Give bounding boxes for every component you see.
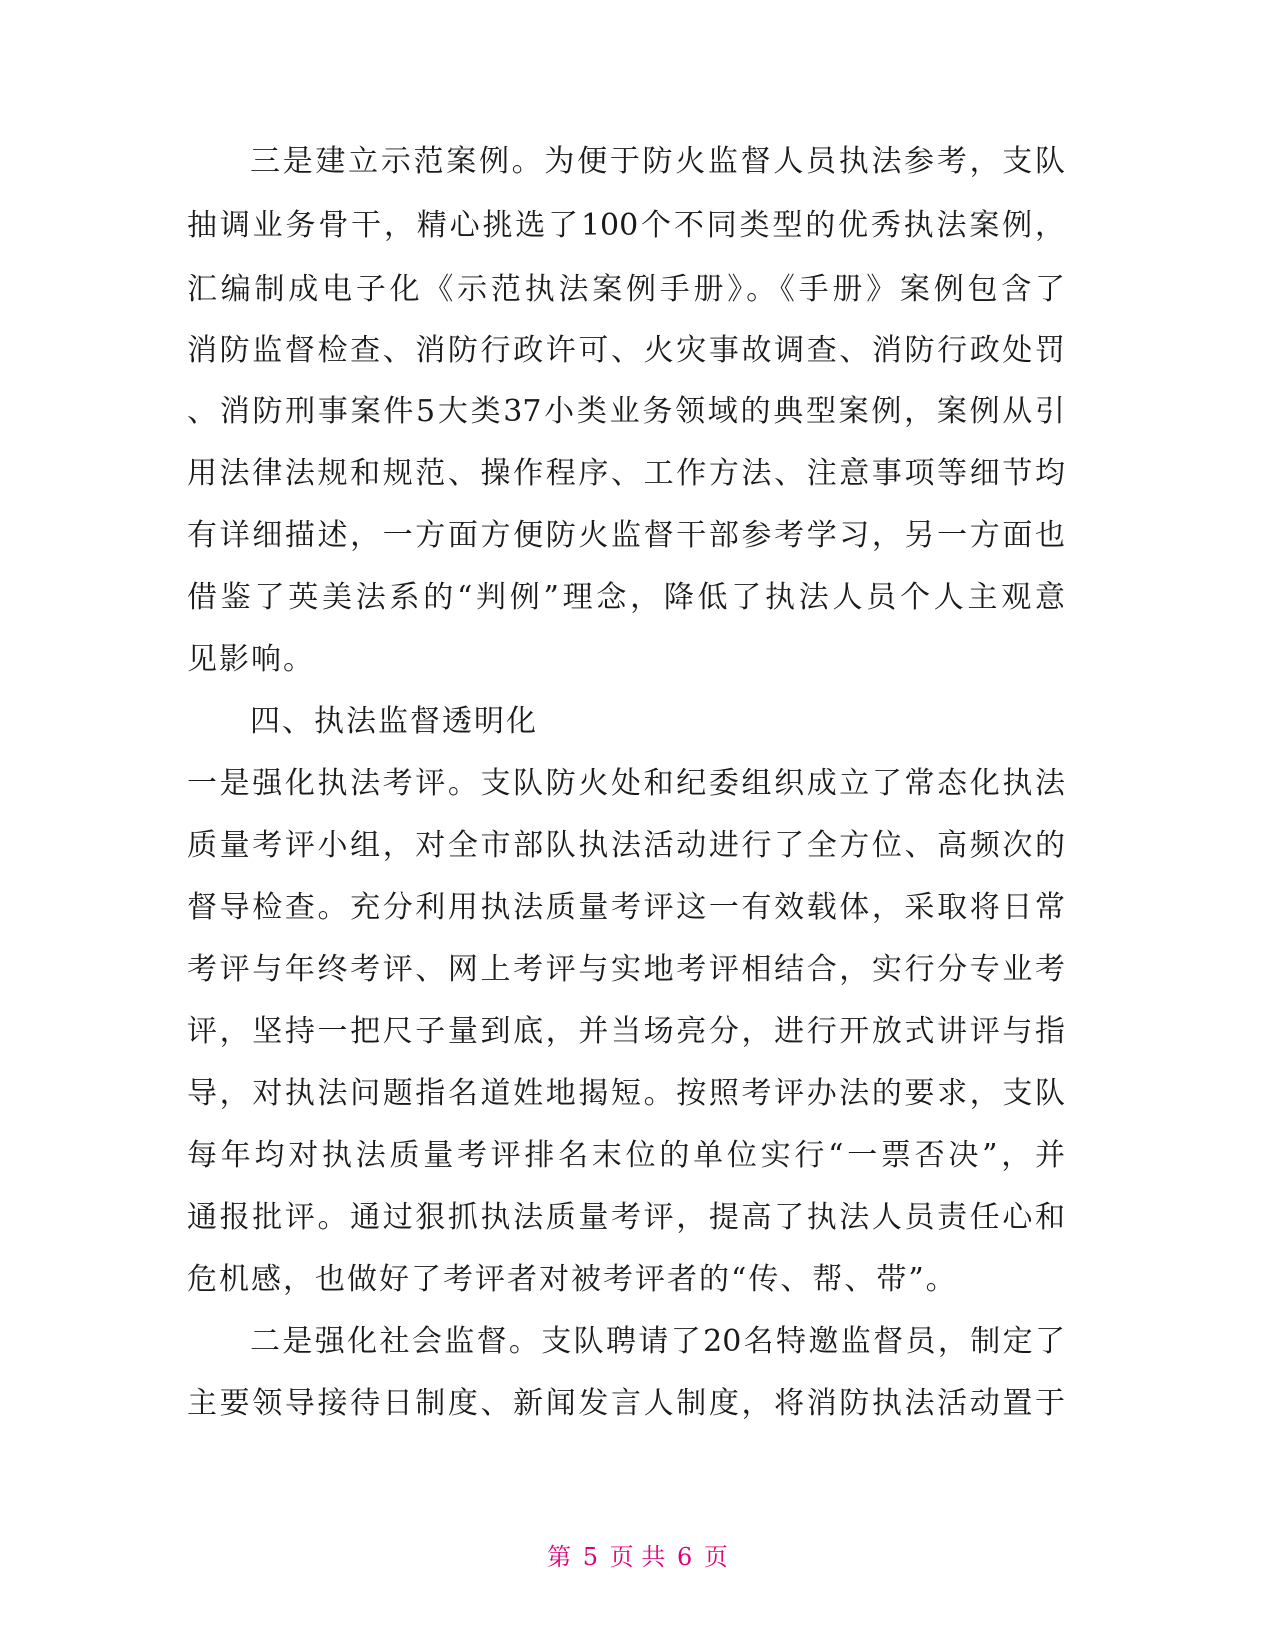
page-mid: 页 共 — [609, 1543, 666, 1571]
body-line: 消防监督检查、消防行政许可、火灾事故调查、消防行政处罚 — [187, 333, 1065, 368]
body-line: 抽调业务骨干，精心挑选了100个不同类型的优秀执法案例， — [187, 208, 1065, 243]
body-line: 有详细描述，一方面方便防火监督干部参考学习，另一方面也 — [187, 518, 1065, 553]
body-line: 二是强化社会监督。支队聘请了20名特邀监督员，制定了 — [250, 1324, 1065, 1359]
body-line: 评，坚持一把尺子量到底，并当场亮分，进行开放式讲评与指 — [187, 1014, 1065, 1049]
section-heading: 四、执法监督透明化 — [250, 704, 538, 739]
body-line: 每年均对执法质量考评排名末位的单位实行“一票否决”，并 — [187, 1138, 1065, 1173]
body-line: 三是建立示范案例。为便于防火监督人员执法参考，支队 — [250, 144, 1065, 179]
current-page-number: 5 — [582, 1543, 599, 1571]
page-suffix: 页 — [703, 1543, 728, 1571]
body-line: 见影响。 — [187, 642, 315, 677]
body-line: 导，对执法问题指名道姓地揭短。按照考评办法的要求，支队 — [187, 1076, 1065, 1111]
body-line: 考评与年终考评、网上考评与实地考评相结合，实行分专业考 — [187, 952, 1065, 987]
total-pages-number: 6 — [676, 1543, 693, 1571]
body-line: 汇编制成电子化《示范执法案例手册》。《手册》案例包含了 — [187, 272, 1065, 307]
body-line: 危机感，也做好了考评者对被考评者的“传、帮、带”。 — [187, 1262, 958, 1297]
body-line: 督导检查。充分利用执法质量考评这一有效载体，采取将日常 — [187, 890, 1065, 925]
page-prefix: 第 — [547, 1543, 572, 1571]
body-line: 主要领导接待日制度、新闻发言人制度，将消防执法活动置于 — [187, 1386, 1065, 1421]
body-line: 质量考评小组，对全市部队执法活动进行了全方位、高频次的 — [187, 828, 1065, 863]
page-footer — [0, 1542, 1275, 1572]
body-line: 一是强化执法考评。支队防火处和纪委组织成立了常态化执法 — [187, 766, 1065, 801]
body-line: 用法律法规和规范、操作程序、工作方法、注意事项等细节均 — [187, 456, 1065, 491]
body-line: 通报批评。通过狠抓执法质量考评，提高了执法人员责任心和 — [187, 1200, 1065, 1235]
body-line: 、消防刑事案件5大类37小类业务领域的典型案例，案例从引 — [187, 394, 1065, 429]
body-line: 借鉴了英美法系的“判例”理念，降低了执法人员个人主观意 — [187, 580, 1065, 615]
